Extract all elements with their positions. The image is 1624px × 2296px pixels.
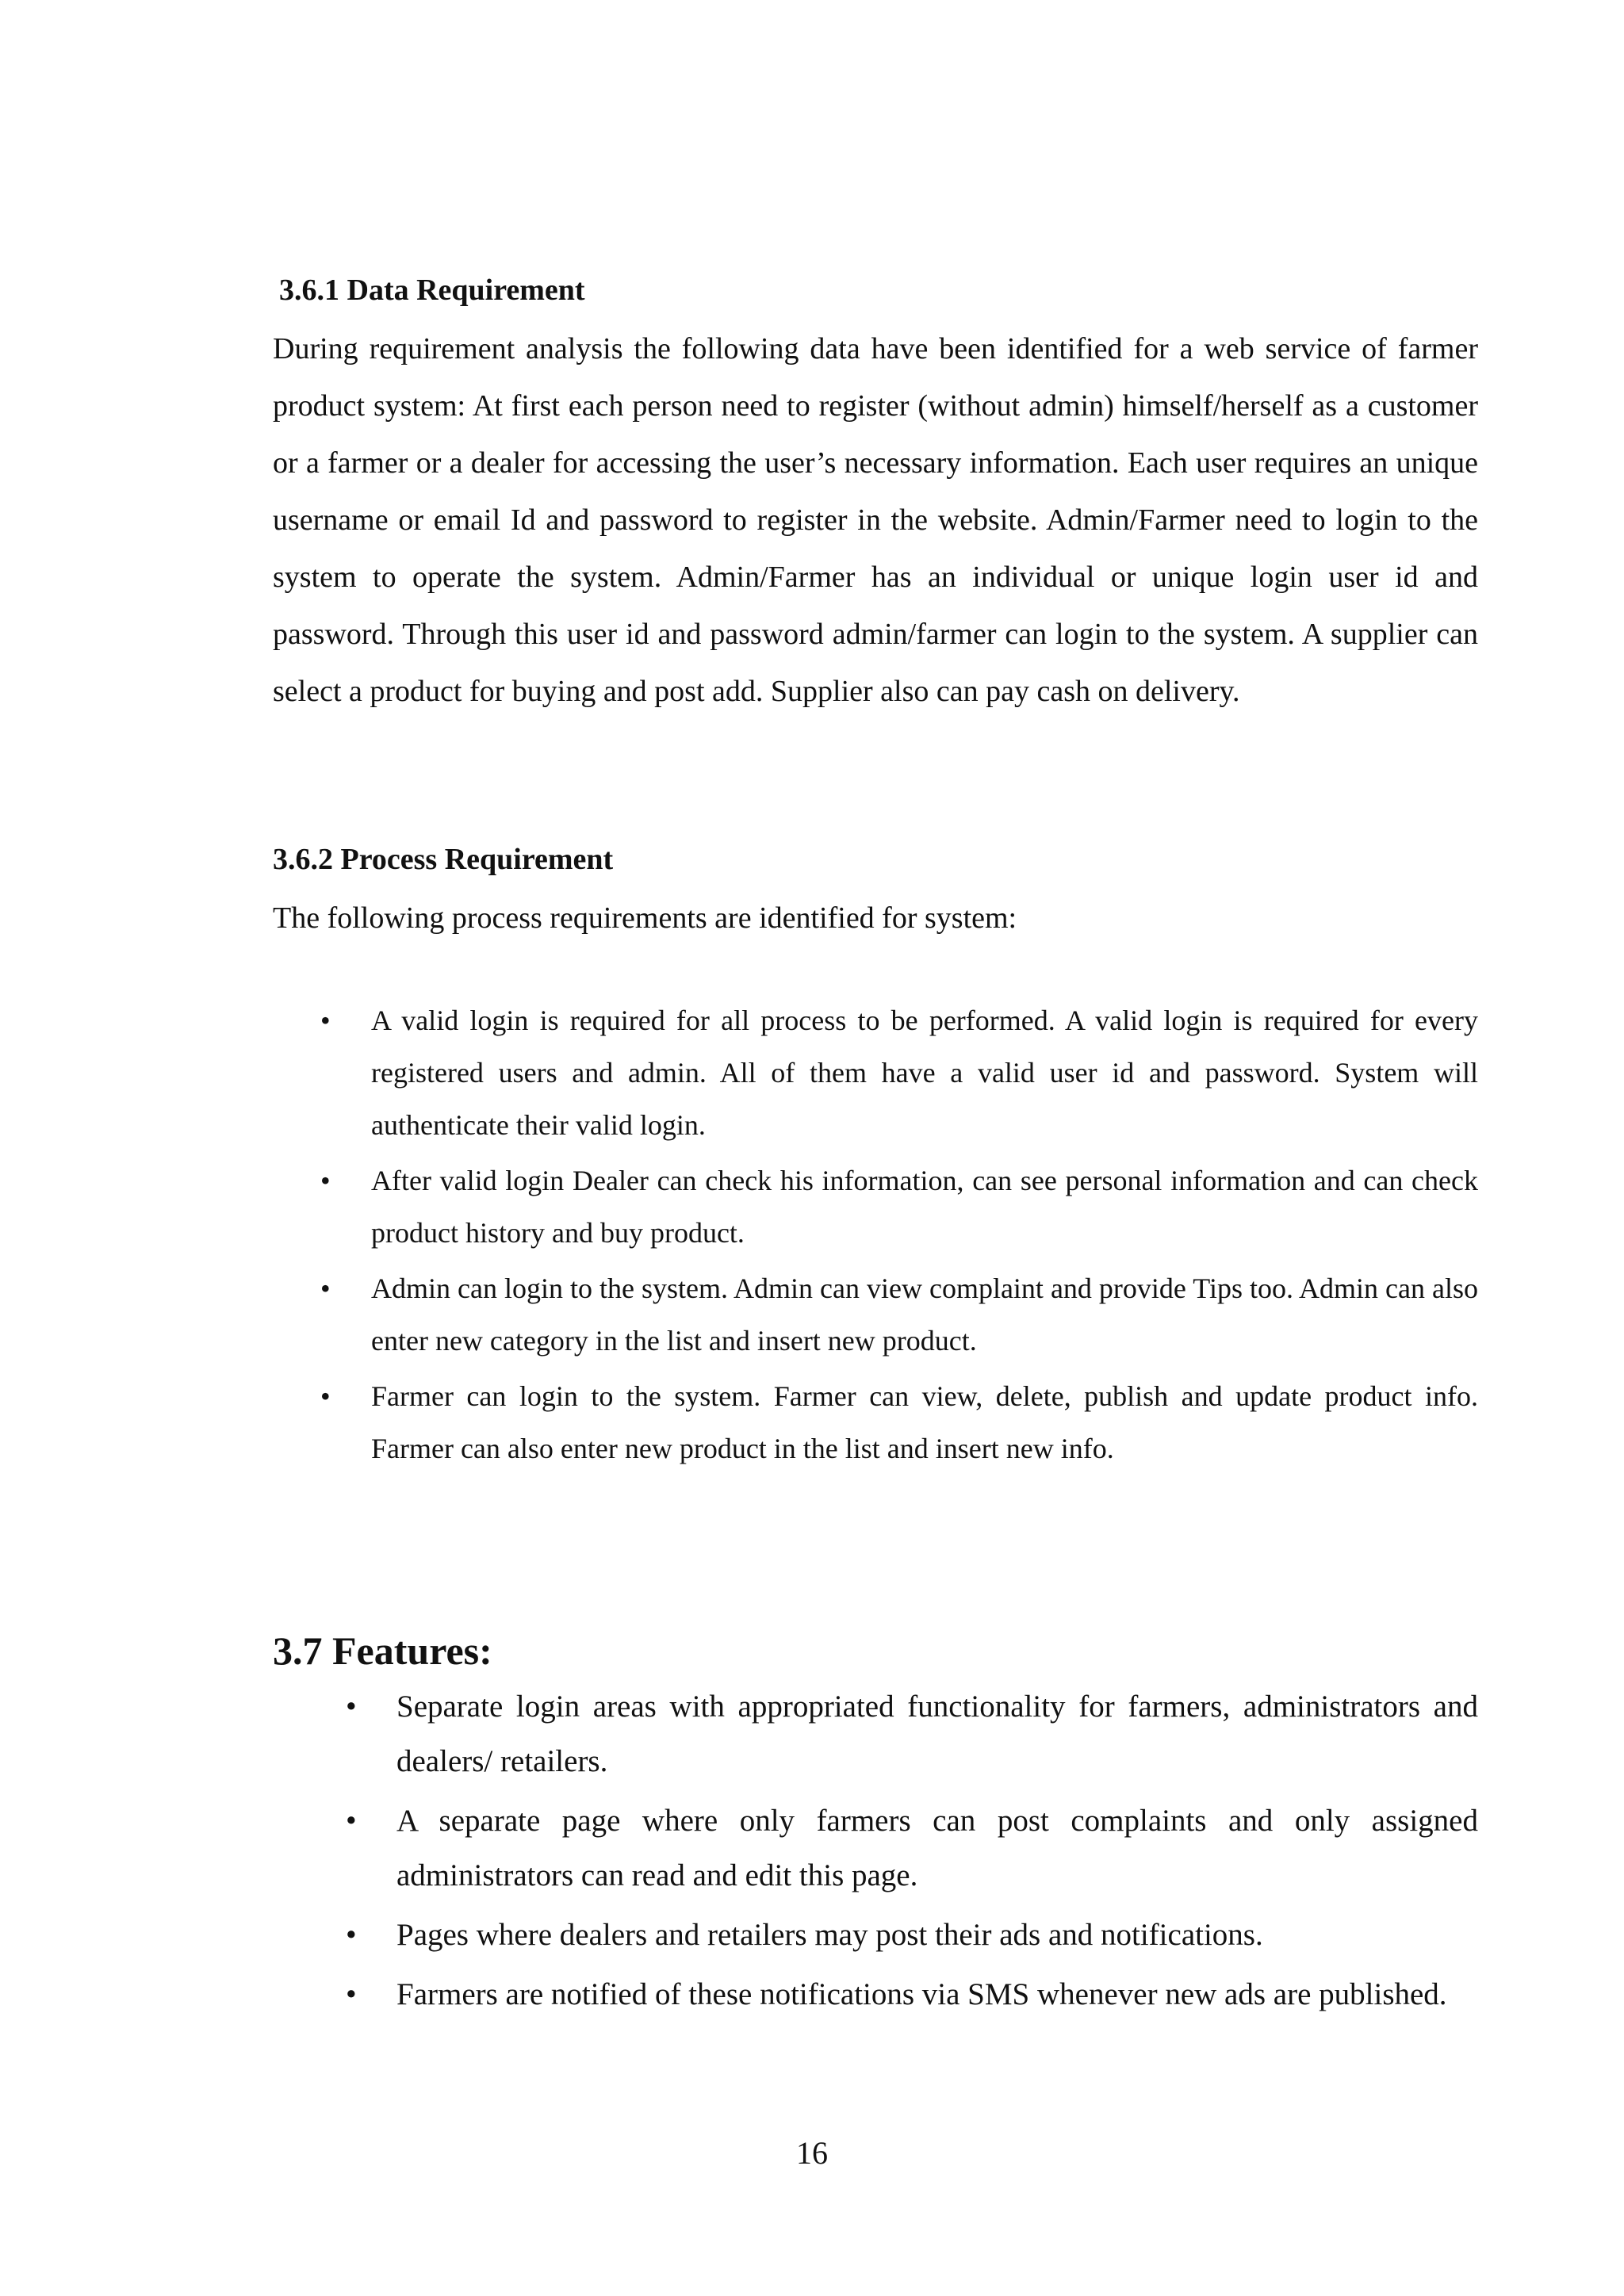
list-item — [273, 1370, 1478, 1475]
data-requirement-section — [273, 270, 1478, 720]
process-item-text: A valid login is required for all process to be performed. A valid login is required for every registered users and admin. All of them have a valid user id and password. System will authenticate their valid login. — [371, 1004, 1478, 1141]
process-item-text: Farmer can login to the system. Farmer can view, delete, publish and update product info. Farmer can also enter new product in the list and insert new info. — [371, 1380, 1478, 1464]
list-item — [273, 994, 1478, 1151]
list-item — [273, 1908, 1478, 1962]
bullet-icon: • — [320, 1165, 331, 1196]
feature-item-text: Farmers are notified of these notifications via SMS whenever new ads are published. — [396, 1977, 1447, 2011]
process-requirement-list — [273, 994, 1478, 1475]
features-list — [273, 1679, 1478, 2022]
process-requirement-section — [273, 839, 1478, 1478]
list-item — [273, 1967, 1478, 2022]
bullet-icon: • — [320, 1380, 331, 1412]
process-requirement-intro: The following process requirements are identified for system: — [273, 901, 1017, 935]
list-item — [273, 1793, 1478, 1903]
bullet-icon: • — [346, 1804, 357, 1838]
features-heading: 3.7 Features: — [273, 1628, 492, 1673]
feature-item-text: Pages where dealers and retailers may post their ads and notifications. — [396, 1918, 1263, 1952]
features-section — [273, 1625, 1478, 2026]
data-requirement-heading: 3.6.1 Data Requirement — [279, 274, 585, 307]
page-number: 16 — [796, 2135, 828, 2171]
process-item-text: After valid login Dealer can check his information, can see personal information and can check product history and buy product. — [371, 1165, 1478, 1249]
bullet-icon: • — [346, 1977, 357, 2011]
list-item — [273, 1679, 1478, 1789]
bullet-icon: • — [320, 1272, 331, 1304]
feature-item-text: Separate login areas with appropriated functionality for farmers, administrators and dealers/ retailers. — [396, 1689, 1478, 1778]
bullet-icon: • — [346, 1689, 357, 1724]
bullet-icon: • — [346, 1918, 357, 1952]
bullet-icon: • — [320, 1004, 331, 1036]
list-item — [273, 1154, 1478, 1259]
process-item-text: Admin can login to the system. Admin can view complaint and provide Tips too. Admin can also enter new category in the list and insert new product. — [371, 1272, 1478, 1357]
feature-item-text: A separate page where only farmers can post complaints and only assigned administrators can read and edit this page. — [396, 1804, 1478, 1892]
list-item — [273, 1262, 1478, 1367]
process-requirement-heading: 3.6.2 Process Requirement — [273, 843, 614, 876]
data-requirement-paragraph: During requirement analysis the following data have been identified for a web service of farmer product system: At first each person need to register (without admin) himself/herself as a customer or a farmer or a dealer for accessing the user’s necessary information. Each user requires an unique username or email Id and password to register in the website. Admin/Farmer need to login to the system to operate the system. Admin/Farmer has an individual or unique login user id and password. Through this user id and password admin/farmer can login to the system. A supplier can select a product for buying and post add. Supplier also can pay cash on delivery. — [273, 332, 1478, 708]
